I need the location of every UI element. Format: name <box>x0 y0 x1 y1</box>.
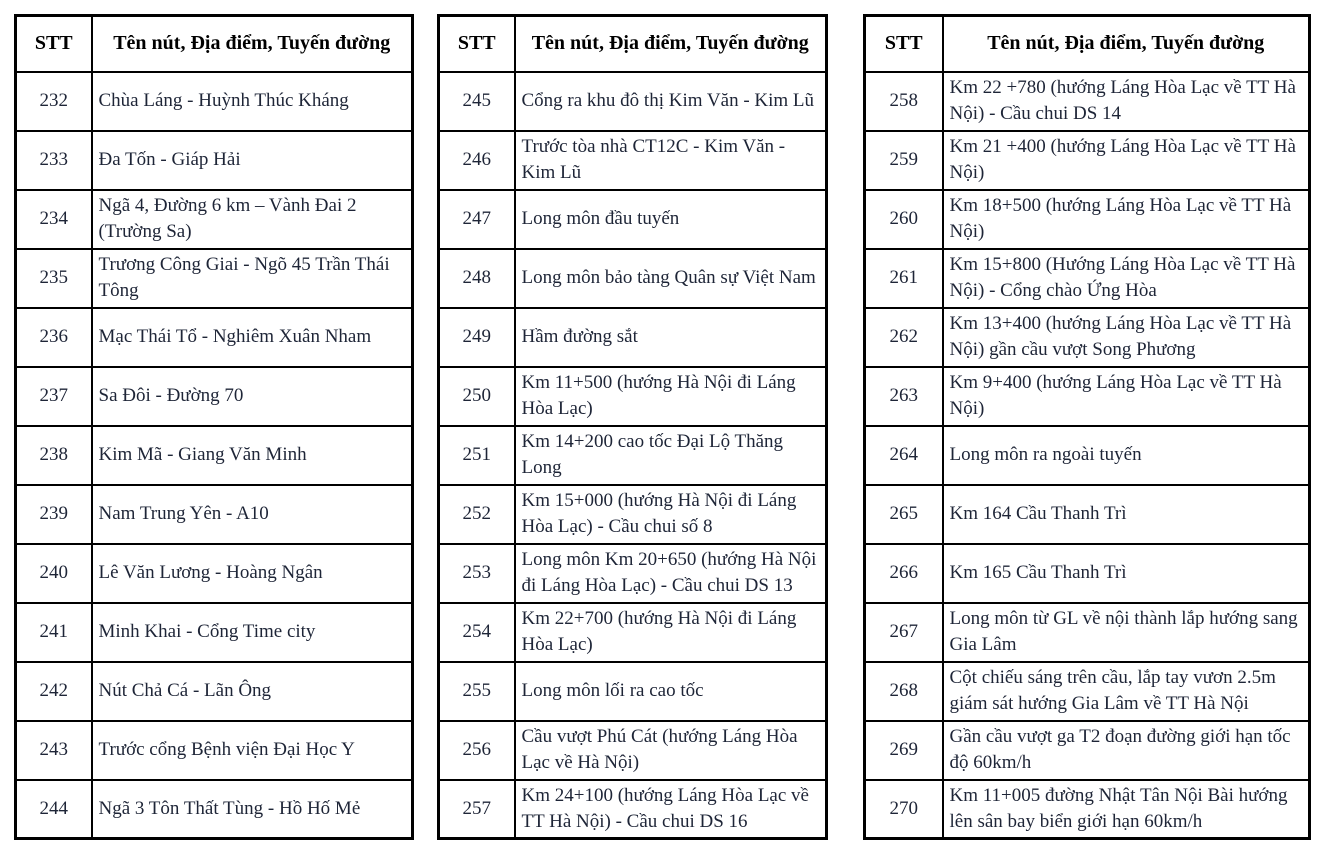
table-row <box>16 603 413 662</box>
stt-column-header: STT <box>439 16 515 72</box>
table-row <box>865 190 1310 249</box>
table-row <box>865 249 1310 308</box>
stt-cell: 245 <box>439 72 515 131</box>
table-row <box>16 131 413 190</box>
camera-location-table-2 <box>437 14 828 840</box>
table-row <box>439 131 827 190</box>
table-row <box>16 426 413 485</box>
location-name-cell: Km 24+100 (hướng Láng Hòa Lạc về TT Hà Nội) - Cầu chui DS 16 <box>515 780 827 839</box>
stt-cell: 266 <box>865 544 943 603</box>
stt-cell: 253 <box>439 544 515 603</box>
table-row <box>439 544 827 603</box>
table-row <box>439 721 827 780</box>
stt-cell: 252 <box>439 485 515 544</box>
table-row <box>439 249 827 308</box>
stt-cell: 270 <box>865 780 943 839</box>
table-header-row <box>439 16 827 72</box>
stt-cell: 264 <box>865 426 943 485</box>
stt-cell: 269 <box>865 721 943 780</box>
stt-cell: 265 <box>865 485 943 544</box>
name-column-header: Tên nút, Địa điểm, Tuyến đường <box>943 16 1310 72</box>
location-name-cell: Gần cầu vượt ga T2 đoạn đường giới hạn tốc độ 60km/h <box>943 721 1310 780</box>
location-name-cell: Long môn lối ra cao tốc <box>515 662 827 721</box>
stt-cell: 241 <box>16 603 92 662</box>
table-row <box>16 249 413 308</box>
location-name-cell: Long môn từ GL về nội thành lắp hướng sang Gia Lâm <box>943 603 1310 662</box>
location-name-cell: Km 15+000 (hướng Hà Nội đi Láng Hòa Lạc) - Cầu chui số 8 <box>515 485 827 544</box>
location-name-cell: Hầm đường sắt <box>515 308 827 367</box>
location-name-cell: Km 18+500 (hướng Láng Hòa Lạc về TT Hà Nội) <box>943 190 1310 249</box>
stt-cell: 263 <box>865 367 943 426</box>
table-row <box>16 72 413 131</box>
stt-column-header: STT <box>16 16 92 72</box>
stt-cell: 262 <box>865 308 943 367</box>
location-name-cell: Km 22+700 (hướng Hà Nội đi Láng Hòa Lạc) <box>515 603 827 662</box>
stt-cell: 248 <box>439 249 515 308</box>
table-row <box>439 662 827 721</box>
stt-cell: 236 <box>16 308 92 367</box>
stt-cell: 261 <box>865 249 943 308</box>
table-row <box>865 544 1310 603</box>
stt-cell: 244 <box>16 780 92 839</box>
table-row <box>16 308 413 367</box>
location-name-cell: Cầu vượt Phú Cát (hướng Láng Hòa Lạc về Hà Nội) <box>515 721 827 780</box>
location-name-cell: Cột chiếu sáng trên cầu, lắp tay vươn 2.5m giám sát hướng Gia Lâm về TT Hà Nội <box>943 662 1310 721</box>
location-name-cell: Km 15+800 (Hướng Láng Hòa Lạc về TT Hà Nội) - Cổng chào Ứng Hòa <box>943 249 1310 308</box>
stt-cell: 246 <box>439 131 515 190</box>
table-row <box>439 308 827 367</box>
stt-cell: 255 <box>439 662 515 721</box>
stt-cell: 243 <box>16 721 92 780</box>
location-name-cell: Km 13+400 (hướng Láng Hòa Lạc về TT Hà Nội) gần cầu vượt Song Phương <box>943 308 1310 367</box>
table-row <box>439 72 827 131</box>
stt-cell: 239 <box>16 485 92 544</box>
stt-cell: 234 <box>16 190 92 249</box>
table-row <box>16 367 413 426</box>
location-name-cell: Lê Văn Lương - Hoàng Ngân <box>92 544 413 603</box>
stt-cell: 259 <box>865 131 943 190</box>
location-name-cell: Km 165 Cầu Thanh Trì <box>943 544 1310 603</box>
stt-cell: 238 <box>16 426 92 485</box>
camera-location-table-3 <box>863 14 1311 840</box>
table-row <box>16 780 413 839</box>
table-row <box>439 190 827 249</box>
location-name-cell: Long môn Km 20+650 (hướng Hà Nội đi Láng Hòa Lạc) - Cầu chui DS 13 <box>515 544 827 603</box>
stt-cell: 254 <box>439 603 515 662</box>
table-row <box>16 721 413 780</box>
table-row <box>16 662 413 721</box>
stt-cell: 249 <box>439 308 515 367</box>
table-row <box>439 603 827 662</box>
location-name-cell: Km 14+200 cao tốc Đại Lộ Thăng Long <box>515 426 827 485</box>
location-name-cell: Trước tòa nhà CT12C - Kim Văn - Kim Lũ <box>515 131 827 190</box>
table-header-row <box>16 16 413 72</box>
location-name-cell: Km 21 +400 (hướng Láng Hòa Lạc về TT Hà Nội) <box>943 131 1310 190</box>
location-name-cell: Kim Mã - Giang Văn Minh <box>92 426 413 485</box>
table-row <box>865 426 1310 485</box>
stt-cell: 250 <box>439 367 515 426</box>
stt-cell: 235 <box>16 249 92 308</box>
location-name-cell: Trương Công Giai - Ngõ 45 Trần Thái Tông <box>92 249 413 308</box>
stt-cell: 247 <box>439 190 515 249</box>
location-name-cell: Cổng ra khu đô thị Kim Văn - Kim Lũ <box>515 72 827 131</box>
location-name-cell: Đa Tốn - Giáp Hải <box>92 131 413 190</box>
location-name-cell: Long môn bảo tàng Quân sự Việt Nam <box>515 249 827 308</box>
location-name-cell: Km 11+500 (hướng Hà Nội đi Láng Hòa Lạc) <box>515 367 827 426</box>
stt-cell: 232 <box>16 72 92 131</box>
stt-cell: 267 <box>865 603 943 662</box>
table-row <box>16 544 413 603</box>
table-row <box>439 426 827 485</box>
location-name-cell: Nam Trung Yên - A10 <box>92 485 413 544</box>
location-name-cell: Trước cổng Bệnh viện Đại Học Y <box>92 721 413 780</box>
location-name-cell: Long môn ra ngoài tuyến <box>943 426 1310 485</box>
table-row <box>865 72 1310 131</box>
table-row <box>865 662 1310 721</box>
stt-column-header: STT <box>865 16 943 72</box>
location-name-cell: Ngã 4, Đường 6 km – Vành Đai 2 (Trường Sa) <box>92 190 413 249</box>
table-row <box>439 367 827 426</box>
table-row <box>865 721 1310 780</box>
stt-cell: 233 <box>16 131 92 190</box>
stt-cell: 242 <box>16 662 92 721</box>
table-row <box>865 308 1310 367</box>
table-row <box>865 367 1310 426</box>
location-name-cell: Mạc Thái Tổ - Nghiêm Xuân Nham <box>92 308 413 367</box>
table-row <box>16 190 413 249</box>
location-name-cell: Long môn đầu tuyến <box>515 190 827 249</box>
location-name-cell: Chùa Láng - Huỳnh Thúc Kháng <box>92 72 413 131</box>
location-name-cell: Sa Đôi - Đường 70 <box>92 367 413 426</box>
location-name-cell: Minh Khai - Cổng Time city <box>92 603 413 662</box>
table-row <box>865 131 1310 190</box>
location-name-cell: Ngã 3 Tôn Thất Tùng - Hồ Hố Mẻ <box>92 780 413 839</box>
camera-location-table-1 <box>14 14 414 840</box>
location-name-cell: Km 11+005 đường Nhật Tân Nội Bài hướng lên sân bay biển giới hạn 60km/h <box>943 780 1310 839</box>
table-row <box>439 780 827 839</box>
location-name-cell: Nút Chả Cá - Lãn Ông <box>92 662 413 721</box>
table-row <box>865 780 1310 839</box>
stt-cell: 268 <box>865 662 943 721</box>
location-name-cell: Km 9+400 (hướng Láng Hòa Lạc về TT Hà Nội) <box>943 367 1310 426</box>
table-header-row <box>865 16 1310 72</box>
name-column-header: Tên nút, Địa điểm, Tuyến đường <box>515 16 827 72</box>
table-row <box>865 603 1310 662</box>
tables-row <box>14 14 1320 840</box>
table-row <box>865 485 1310 544</box>
name-column-header: Tên nút, Địa điểm, Tuyến đường <box>92 16 413 72</box>
location-name-cell: Km 164 Cầu Thanh Trì <box>943 485 1310 544</box>
table-row <box>439 485 827 544</box>
stt-cell: 257 <box>439 780 515 839</box>
stt-cell: 258 <box>865 72 943 131</box>
location-name-cell: Km 22 +780 (hướng Láng Hòa Lạc về TT Hà Nội) - Cầu chui DS 14 <box>943 72 1310 131</box>
stt-cell: 251 <box>439 426 515 485</box>
table-row <box>16 485 413 544</box>
stt-cell: 256 <box>439 721 515 780</box>
stt-cell: 240 <box>16 544 92 603</box>
stt-cell: 237 <box>16 367 92 426</box>
stt-cell: 260 <box>865 190 943 249</box>
